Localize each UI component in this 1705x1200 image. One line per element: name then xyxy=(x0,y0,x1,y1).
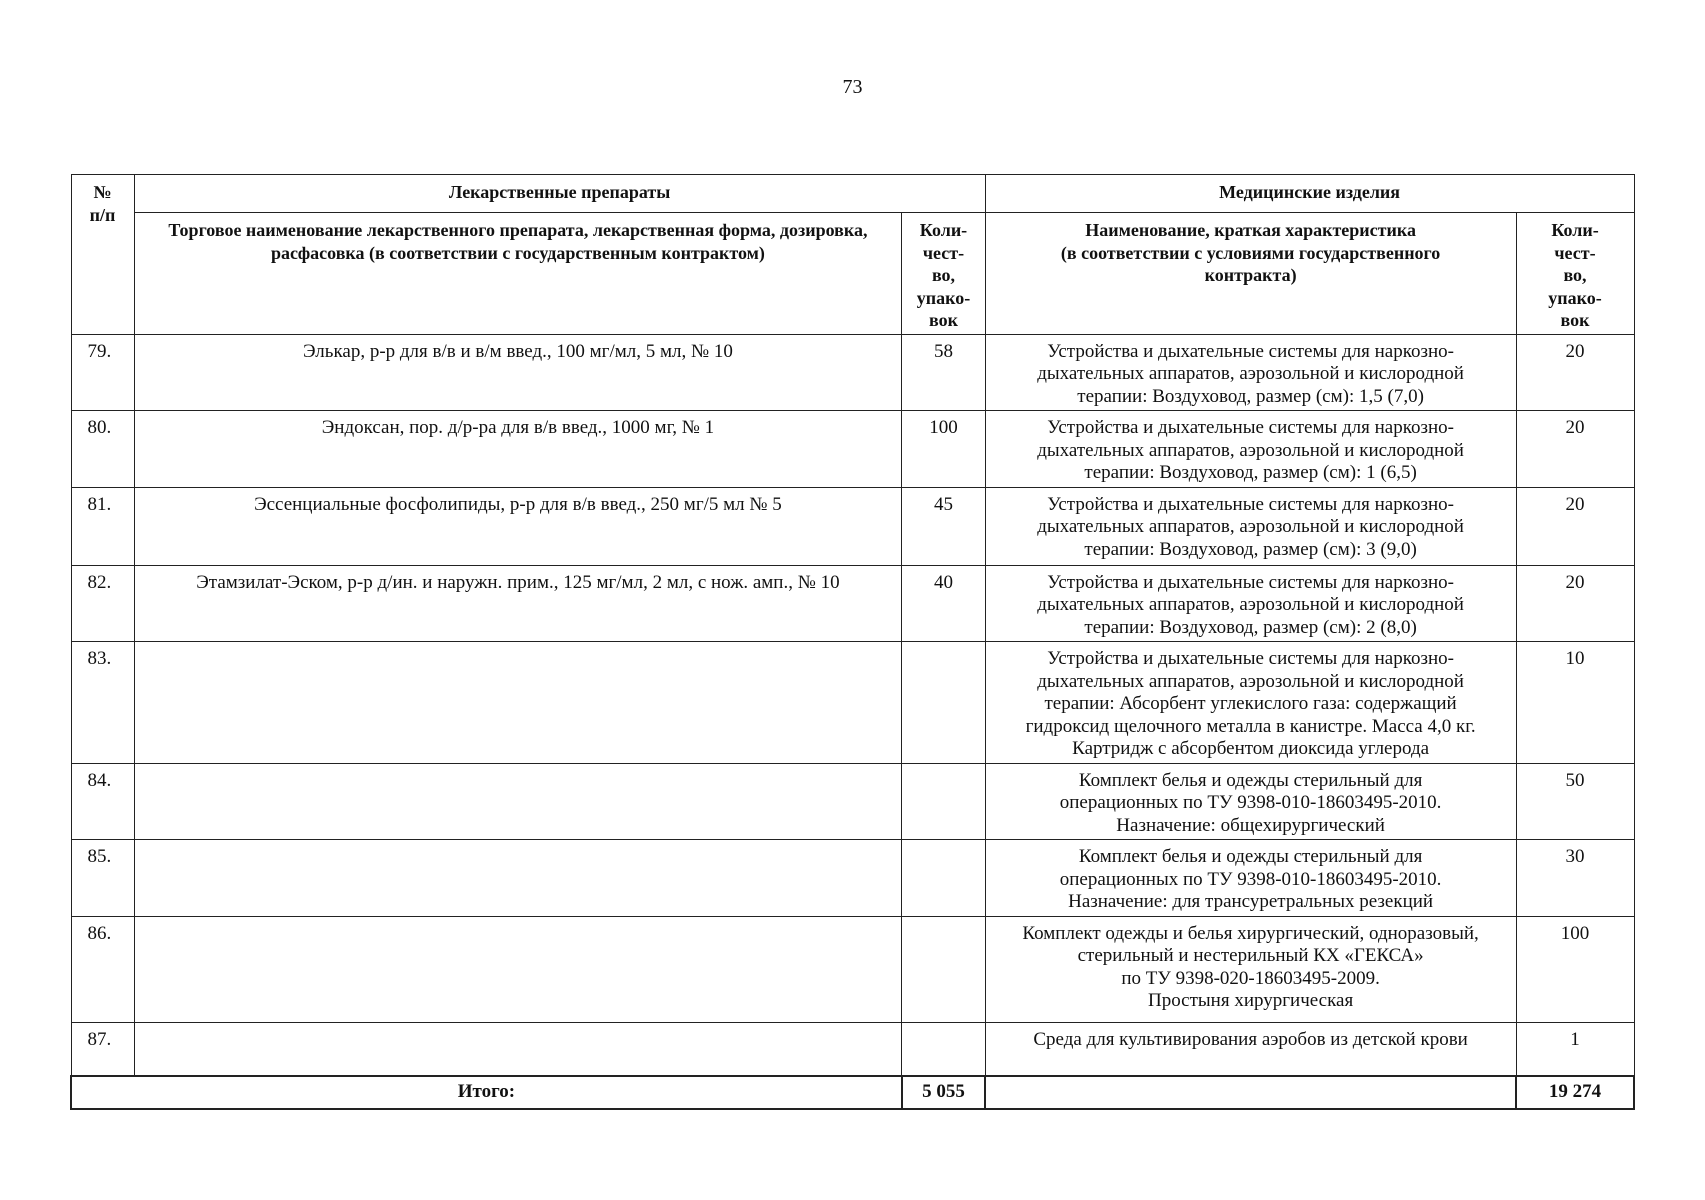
header-drug-qty: Коли- чест- во, упако- вок xyxy=(902,213,985,335)
table-row xyxy=(71,565,1634,642)
drug-qty: 100 xyxy=(902,411,985,488)
header-drug-name: Торговое наименование лекарственного препарата, лекарственная форма, дозировка, расфасовка (в соответствии с государственным контрактом) xyxy=(134,213,902,335)
device-qty: 20 xyxy=(1516,411,1634,488)
drug-name: Этамзилат-Эском, р-р д/ин. и наружн. прим., 125 мг/мл, 2 мл, с нож. амп., № 10 xyxy=(134,565,902,642)
drug-name: Эндоксан, пор. д/р-ра для в/в введ., 1000 мг, № 1 xyxy=(134,411,902,488)
page-number: 73 xyxy=(842,76,863,98)
drug-qty: 45 xyxy=(902,487,985,565)
table-row xyxy=(71,487,1634,565)
table-row xyxy=(71,763,1634,840)
header-drugs-group: Лекарственные препараты xyxy=(134,175,985,213)
drug-name xyxy=(134,763,902,840)
table-row xyxy=(71,642,1634,764)
row-number: 83. xyxy=(71,642,134,764)
device-qty: 20 xyxy=(1516,565,1634,642)
drug-name xyxy=(134,840,902,917)
total-drug-qty: 5 055 xyxy=(902,1076,985,1109)
header-devices-group: Медицинские изделия xyxy=(985,175,1634,213)
header-device-name: Наименование, краткая характеристика (в соответствии с условиями государственного контракта) xyxy=(985,213,1516,335)
row-number: 80. xyxy=(71,411,134,488)
drug-name xyxy=(134,1022,902,1076)
table-row xyxy=(71,840,1634,917)
drug-name: Эссенциальные фосфолипиды, р-р для в/в введ., 250 мг/5 мл № 5 xyxy=(134,487,902,565)
device-qty: 1 xyxy=(1516,1022,1634,1076)
table-row xyxy=(71,1022,1634,1076)
table-row xyxy=(71,916,1634,1022)
drug-qty: 58 xyxy=(902,334,985,411)
device-name: Комплект белья и одежды стерильный для операционных по ТУ 9398-010-18603495-2010. Назначение: общехирургический xyxy=(985,763,1516,840)
device-qty: 30 xyxy=(1516,840,1634,917)
device-qty: 20 xyxy=(1516,334,1634,411)
row-number: 79. xyxy=(71,334,134,411)
device-name: Устройства и дыхательные системы для наркозно- дыхательных аппаратов, аэрозольной и кислородной терапии: Абсорбент углекислого газа: содержащий гидроксид щелочного металла в канистре. Масса 4,0 кг. Картридж с абсорбентом диоксида углерода xyxy=(985,642,1516,764)
device-name: Устройства и дыхательные системы для наркозно- дыхательных аппаратов, аэрозольной и кислородной терапии: Воздуховод, размер (см): 2 (8,0) xyxy=(985,565,1516,642)
row-number: 82. xyxy=(71,565,134,642)
drug-name xyxy=(134,916,902,1022)
device-qty: 10 xyxy=(1516,642,1634,764)
device-name: Комплект белья и одежды стерильный для операционных по ТУ 9398-010-18603495-2010. Назначение: для трансуретральных резекций xyxy=(985,840,1516,917)
device-qty: 50 xyxy=(1516,763,1634,840)
row-number: 81. xyxy=(71,487,134,565)
device-name: Среда для культивирования аэробов из детской крови xyxy=(985,1022,1516,1076)
total-row xyxy=(71,1076,1634,1109)
device-name: Устройства и дыхательные системы для наркозно- дыхательных аппаратов, аэрозольной и кислородной терапии: Воздуховод, размер (см): 3 (9,0) xyxy=(985,487,1516,565)
row-number: 84. xyxy=(71,763,134,840)
row-number: 87. xyxy=(71,1022,134,1076)
drug-qty xyxy=(902,642,985,764)
drug-qty xyxy=(902,840,985,917)
device-name: Устройства и дыхательные системы для наркозно- дыхательных аппаратов, аэрозольной и кислородной терапии: Воздуховод, размер (см): 1,5 (7,0) xyxy=(985,334,1516,411)
header-number: № п/п xyxy=(71,175,134,335)
header-device-qty: Коли- чест- во, упако- вок xyxy=(1516,213,1634,335)
table-column-header xyxy=(71,213,1634,335)
device-qty: 20 xyxy=(1516,487,1634,565)
supply-table xyxy=(70,174,1635,1110)
device-name: Устройства и дыхательные системы для наркозно- дыхательных аппаратов, аэрозольной и кислородной терапии: Воздуховод, размер (см): 1 (6,5) xyxy=(985,411,1516,488)
row-number: 85. xyxy=(71,840,134,917)
device-name: Комплект одежды и белья хирургический, одноразовый, стерильный и нестерильный КХ «ГЕКСА» по ТУ 9398-020-18603495-2009. Простыня хирургическая xyxy=(985,916,1516,1022)
table-group-header xyxy=(71,175,1634,213)
drug-qty xyxy=(902,1022,985,1076)
table-row xyxy=(71,334,1634,411)
total-empty-cell xyxy=(985,1076,1516,1109)
drug-name: Элькар, р-р для в/в и в/м введ., 100 мг/мл, 5 мл, № 10 xyxy=(134,334,902,411)
row-number: 86. xyxy=(71,916,134,1022)
device-qty: 100 xyxy=(1516,916,1634,1022)
total-device-qty: 19 274 xyxy=(1516,1076,1634,1109)
drug-qty xyxy=(902,916,985,1022)
drug-qty xyxy=(902,763,985,840)
table-row xyxy=(71,411,1634,488)
drug-qty: 40 xyxy=(902,565,985,642)
drug-name xyxy=(134,642,902,764)
total-label: Итого: xyxy=(71,1076,902,1109)
